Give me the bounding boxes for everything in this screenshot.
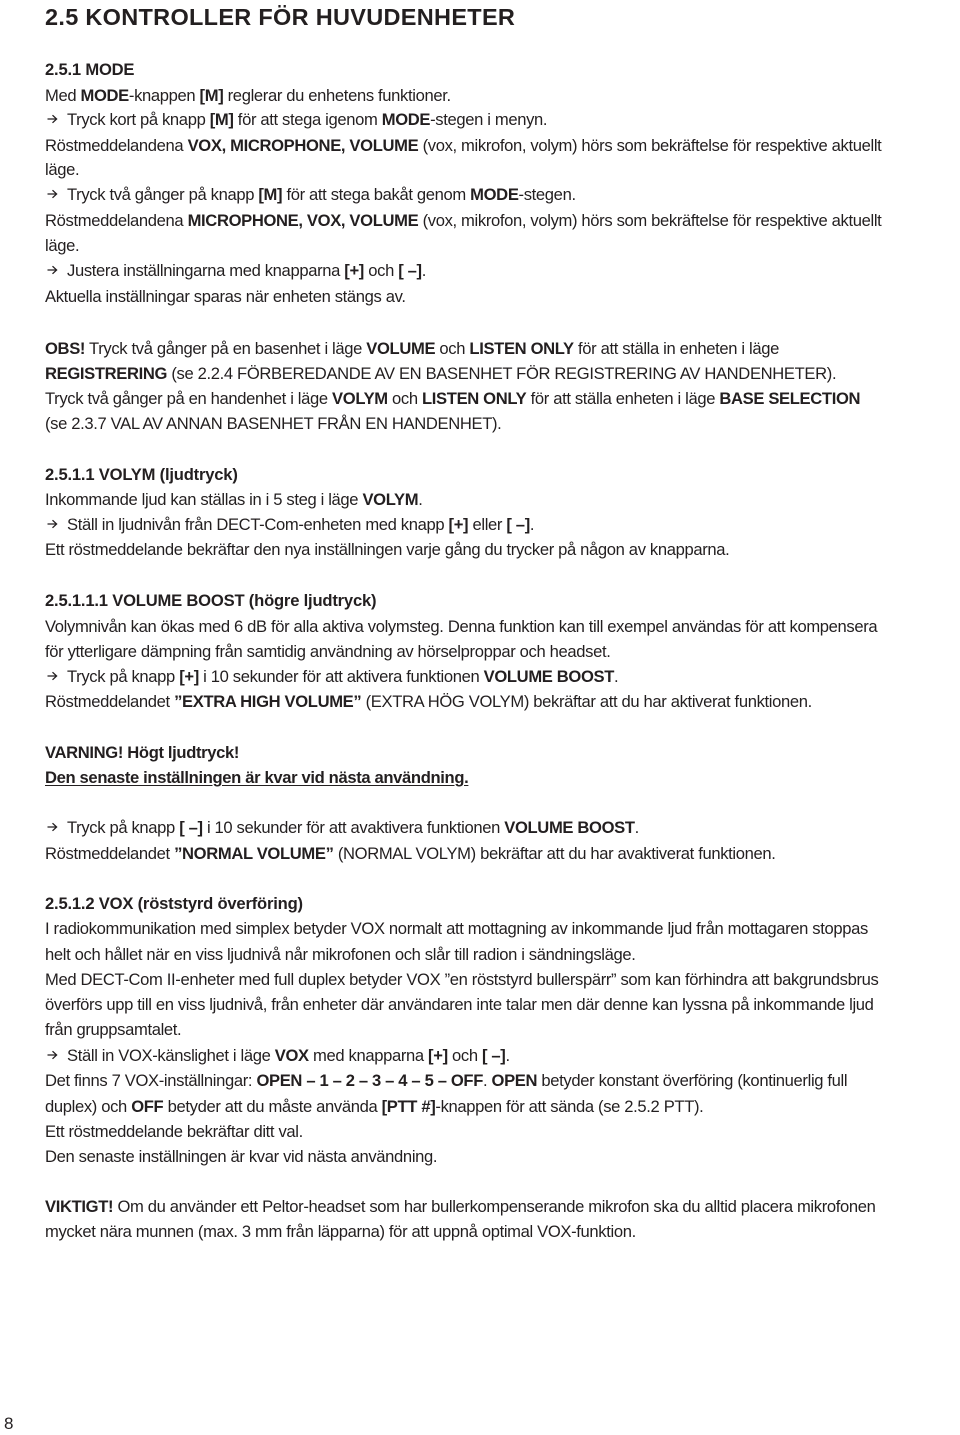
text-line <box>45 1122 303 1142</box>
text-line <box>45 768 468 788</box>
text-line <box>45 1097 703 1117</box>
text-segment: (NORMAL VOLYM) bekräftar att du har avaktiverat funktionen. <box>333 844 776 863</box>
text-segment: 2.5.1.1.1 VOLUME BOOST (högre ljudtryck) <box>45 591 377 610</box>
text-segment: mycket nära munnen (max. 3 mm från läpparna) för att uppnå optimal VOX-funktion. <box>45 1222 636 1241</box>
bold-text: [+] <box>448 515 469 534</box>
text-segment: Tryck kort på knapp <box>67 110 210 129</box>
bold-text: MODE <box>80 86 129 105</box>
text-line <box>45 414 501 434</box>
text-segment: Det finns 7 VOX-inställningar: <box>45 1071 257 1090</box>
text-segment: i 10 sekunder för att avaktivera funktionen <box>202 818 505 837</box>
text-segment: betyder att du måste använda <box>163 1097 382 1116</box>
text-segment: för att stega bakåt genom <box>282 185 471 204</box>
text-segment: Röstmeddelandet <box>45 844 175 863</box>
text-segment: Tryck på knapp <box>67 818 180 837</box>
text-segment: Röstmeddelandena <box>45 136 188 155</box>
text-line <box>45 844 776 864</box>
text-segment: -stegen. <box>518 185 576 204</box>
instruction-line <box>45 1046 510 1066</box>
bold-text: [M] <box>258 185 283 204</box>
text-segment: Om du använder ett Peltor-headset som har bullerkompenserande mikrofon ska du alltid placera mikrofonen <box>113 1197 876 1216</box>
arrow-right-icon <box>47 265 58 275</box>
text-line <box>45 236 79 256</box>
bold-text: VOLUME BOOST <box>483 667 615 686</box>
section-heading <box>45 465 238 485</box>
bold-text: OPEN <box>491 1071 538 1090</box>
text-line <box>45 1222 636 1242</box>
text-segment: (vox, mikrofon, volym) hörs som bekräftelse för respektive aktuellt <box>418 211 882 230</box>
arrow-right-icon <box>47 189 58 199</box>
text-line <box>45 995 874 1015</box>
bold-text: VOX <box>274 1046 309 1065</box>
bold-text: [+] <box>179 667 199 686</box>
text-segment: . <box>529 515 535 534</box>
arrow-right-icon <box>47 1050 58 1060</box>
section-heading <box>45 60 134 80</box>
text-segment: . <box>505 1046 510 1065</box>
text-line <box>45 540 729 560</box>
text-segment: och <box>363 261 399 280</box>
text-segment: (se 2.3.7 VAL AV ANNAN BASENHET FRÅN EN HANDENHET). <box>45 414 502 433</box>
text-segment: Tryck två gånger på en basenhet i läge <box>85 339 367 358</box>
bold-text: OPEN – 1 – 2 – 3 – 4 – 5 – OFF <box>256 1071 483 1090</box>
bold-text: VOX, MICROPHONE, VOLUME <box>187 136 419 155</box>
text-line <box>45 1071 847 1091</box>
text-segment: Justera inställningarna med knapparna <box>67 261 345 280</box>
text-line <box>45 364 836 384</box>
bold-text: MODE <box>381 110 431 129</box>
text-line <box>45 692 812 712</box>
text-segment: helt och hållet när en viss ljudnivå når mikrofonen och slår till radion i sändningsläge. <box>45 945 636 964</box>
text-segment: och <box>435 339 470 358</box>
text-segment: för att stega igenom <box>233 110 382 129</box>
text-segment: med knapparna <box>308 1046 429 1065</box>
instruction-line <box>45 185 576 205</box>
bold-text: [PTT #] <box>381 1097 436 1116</box>
arrow-right-icon <box>47 822 58 832</box>
text-segment: Med DECT-Com II-enheter med full duplex betyder VOX ”en röststyrd bullerspärr” som kan förhindra att bakgrundsbrus <box>45 970 879 989</box>
section-heading <box>45 894 303 914</box>
text-segment: Den senaste inställningen är kvar vid nästa användning. <box>45 1147 438 1166</box>
text-segment: från gruppsamtalet. <box>45 1020 182 1039</box>
bold-text: LISTEN ONLY <box>422 389 527 408</box>
text-line <box>45 389 860 409</box>
text-segment: för att ställa enheten i läge <box>526 389 720 408</box>
text-segment: i 10 sekunder för att aktivera funktionen <box>198 667 484 686</box>
text-segment: (se 2.2.4 FÖRBEREDANDE AV EN BASENHET FÖR REGISTRERING AV HANDENHETER). <box>167 364 837 383</box>
bold-text: VARNING! Högt ljudtryck! <box>45 743 240 762</box>
text-line <box>45 1197 876 1217</box>
bold-text: [M] <box>199 86 224 105</box>
text-segment: . <box>614 667 619 686</box>
text-line <box>45 1147 437 1167</box>
bold-text: MICROPHONE, VOX, VOLUME <box>187 211 419 230</box>
bold-text: [+] <box>428 1046 448 1065</box>
text-line <box>45 136 881 156</box>
bold-text: Den senaste inställningen är kvar vid nästa användning. <box>45 768 469 787</box>
text-segment: -knappen <box>128 86 200 105</box>
text-line <box>45 490 422 510</box>
bold-text: VOLUME BOOST <box>504 818 635 837</box>
text-segment: och <box>447 1046 482 1065</box>
text-segment: betyder konstant överföring (kontinuerlig full <box>537 1071 848 1090</box>
text-segment: . <box>634 818 639 837</box>
text-segment: Tryck två gånger på en handenhet i läge <box>45 389 333 408</box>
text-line <box>45 1020 181 1040</box>
instruction-line <box>45 110 547 130</box>
section-heading <box>45 591 376 611</box>
text-line <box>45 211 881 231</box>
instruction-line <box>45 667 618 687</box>
bold-text: [ –] <box>398 261 422 280</box>
text-line <box>45 160 79 180</box>
bold-text: BASE SELECTION <box>719 389 861 408</box>
text-segment: Aktuella inställningar sparas när enheten stängs av. <box>45 287 406 306</box>
page-title: 2.5 KONTROLLER FÖR HUVUDENHETER <box>45 4 516 30</box>
bold-text: OBS! <box>45 339 86 358</box>
bold-text: [M] <box>209 110 234 129</box>
text-segment: Tryck två gånger på knapp <box>67 185 259 204</box>
bold-text: VOLYM <box>332 389 388 408</box>
text-segment: I radiokommunikation med simplex betyder VOX normalt att mottagning av inkommande ljud från mottagaren stoppas <box>45 919 868 938</box>
bold-text: VOLYM <box>362 490 419 509</box>
bold-text: VOLUME <box>366 339 436 358</box>
text-line <box>45 339 779 359</box>
text-segment: -knappen för att sända (se 2.5.2 PTT). <box>435 1097 704 1116</box>
text-line <box>45 970 879 990</box>
text-segment: Ett röstmeddelande bekräftar den nya inställningen varje gång du trycker på någon av knapparna. <box>45 540 730 559</box>
arrow-right-icon <box>47 114 58 124</box>
text-segment: Tryck på knapp <box>67 667 180 686</box>
text-segment: Ett röstmeddelande bekräftar ditt val. <box>45 1122 303 1141</box>
text-line <box>45 287 406 307</box>
text-segment: 2.5.1 MODE <box>45 60 135 79</box>
text-segment: eller <box>468 515 507 534</box>
text-segment: Röstmeddelandet <box>45 692 175 711</box>
bold-text: VIKTIGT! <box>45 1197 114 1216</box>
text-segment: reglerar du enhetens funktioner. <box>223 86 451 105</box>
text-segment: Med <box>45 86 81 105</box>
bold-text: MODE <box>470 185 519 204</box>
arrow-right-icon <box>47 519 58 529</box>
text-line <box>45 617 877 637</box>
text-segment: och <box>387 389 423 408</box>
text-segment: 2.5.1.2 VOX (röststyrd överföring) <box>45 894 303 913</box>
text-segment: Ställ in ljudnivån från DECT-Com-enheten med knapp <box>67 515 449 534</box>
bold-text: LISTEN ONLY <box>469 339 574 358</box>
text-segment: . <box>482 1071 492 1090</box>
text-line <box>45 743 239 763</box>
text-segment: Röstmeddelandena <box>45 211 188 230</box>
text-segment: duplex) och <box>45 1097 132 1116</box>
text-segment: överförs upp till en viss ljudnivå, från enheter där användaren inte talar men där denne kan lyssna på inkommande ljud <box>45 995 874 1014</box>
text-segment: läge. <box>45 160 80 179</box>
text-line <box>45 945 636 965</box>
arrow-right-icon <box>47 671 58 681</box>
bold-text: REGISTRERING <box>45 364 168 383</box>
bold-text: ”NORMAL VOLUME” <box>174 844 334 863</box>
bold-text: [+] <box>344 261 364 280</box>
text-segment: . <box>421 261 426 280</box>
text-segment: -stegen i menyn. <box>430 110 548 129</box>
text-segment: Ställ in VOX-känslighet i läge <box>67 1046 275 1065</box>
text-line <box>45 642 610 662</box>
instruction-line <box>45 515 534 535</box>
bold-text: [ –] <box>506 515 530 534</box>
text-segment: Inkommande ljud kan ställas in i 5 steg i läge <box>45 490 363 509</box>
bold-text: [ –] <box>179 818 203 837</box>
bold-text: ”EXTRA HIGH VOLUME” <box>174 692 362 711</box>
page-number: 8 <box>4 1414 14 1433</box>
text-line <box>45 919 868 939</box>
text-line <box>45 86 451 106</box>
text-segment: Volymnivån kan ökas med 6 dB för alla aktiva volymsteg. Denna funktion kan till exempel användas för att kompensera <box>45 617 878 636</box>
instruction-line <box>45 818 639 838</box>
bold-text: [ –] <box>481 1046 506 1065</box>
instruction-line <box>45 261 426 281</box>
bold-text: OFF <box>131 1097 164 1116</box>
text-segment: för ytterligare dämpning från samtidig användning av hörselproppar och headset. <box>45 642 611 661</box>
text-segment: (vox, mikrofon, volym) hörs som bekräftelse för respektive aktuellt <box>418 136 882 155</box>
text-segment: läge. <box>45 236 80 255</box>
text-segment: för att ställa in enheten i läge <box>573 339 779 358</box>
text-segment: (EXTRA HÖG VOLYM) bekräftar att du har aktiverat funktionen. <box>361 692 812 711</box>
text-segment: . <box>418 490 423 509</box>
text-segment: 2.5.1.1 VOLYM (ljudtryck) <box>45 465 238 484</box>
